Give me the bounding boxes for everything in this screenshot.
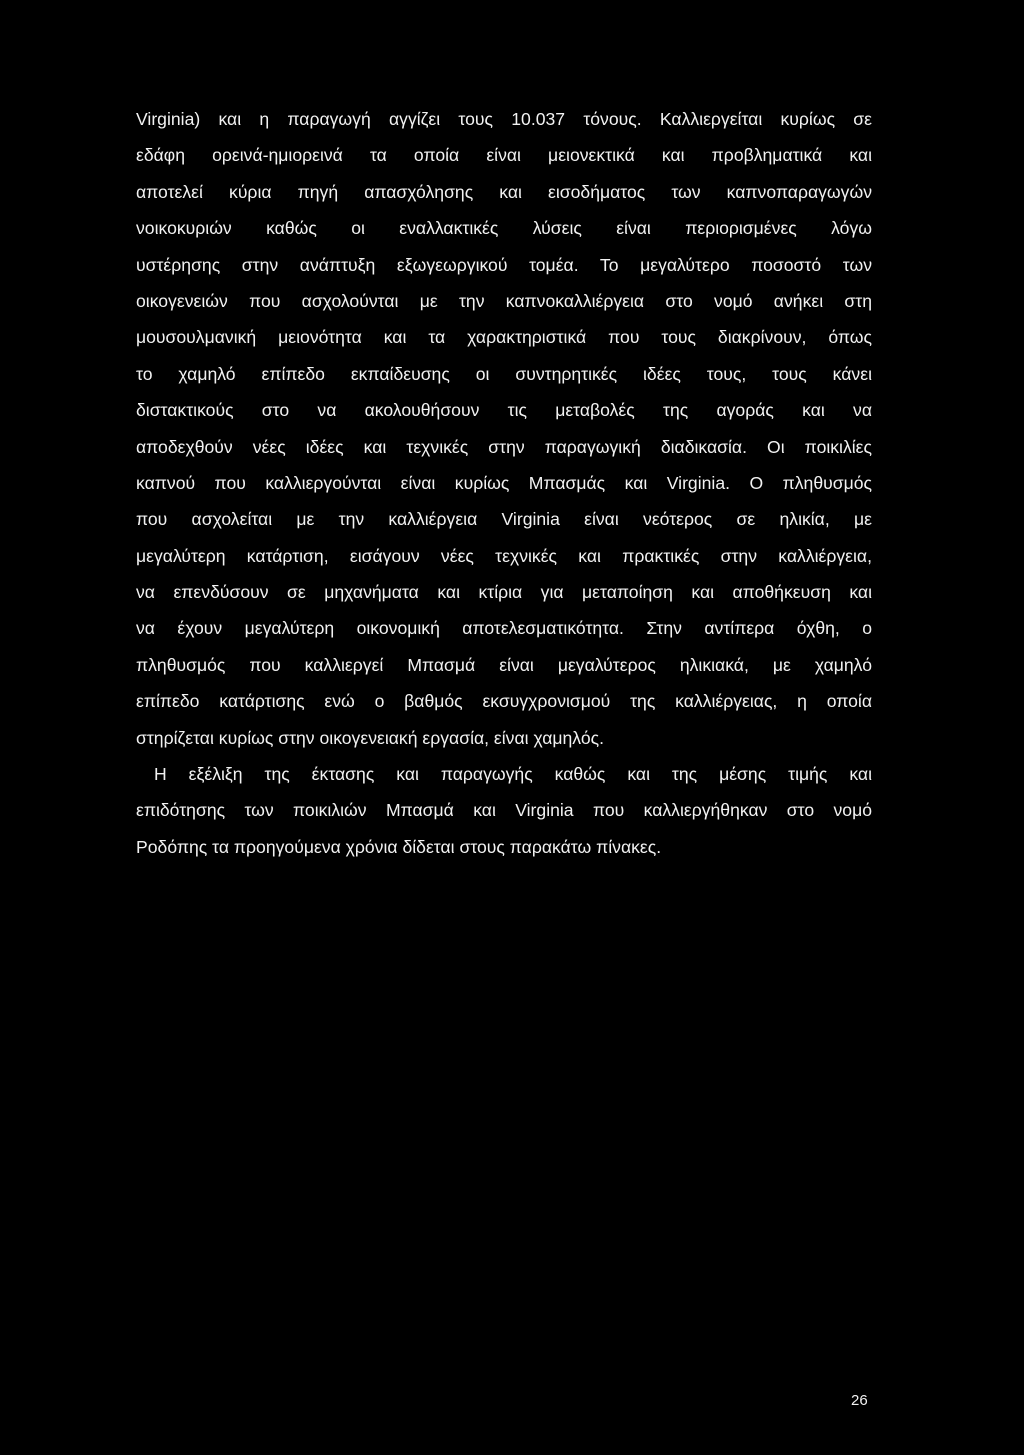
text-line: επιδότησης των ποικιλιών Μπασμά και Virginia που καλλιεργήθηκαν στο νομό [136,800,872,821]
text-line: το χαμηλό επίπεδο εκπαίδευσης οι συντηρητικές ιδέες τους, τους κάνει [136,363,872,384]
text-line: επίπεδο κατάρτισης ενώ ο βαθμός εκσυγχρονισμού της καλλιέργειας, η οποία [136,691,872,712]
body-text [136,101,872,865]
paragraph-1 [136,101,872,756]
text-line: καπνού που καλλιεργούνται είναι κυρίως Μπασμάς και Virginia. Ο πληθυσμός [136,472,872,493]
text-line: να επενδύσουν σε μηχανήματα και κτίρια για μεταποίηση και αποθήκευση και [136,582,872,603]
text-line: να έχουν μεγαλύτερη οικονομική αποτελεσματικότητα. Στην αντίπερα όχθη, ο [136,618,872,639]
paragraph-2 [136,756,872,865]
text-line: που ασχολείται με την καλλιέργεια Virginia είναι νεότερος σε ηλικία, με [136,509,872,530]
text-line: υστέρησης στην ανάπτυξη εξωγεωργικού τομέα. Το μεγαλύτερο ποσοστό των [136,254,872,275]
text-line: στηρίζεται κυρίως στην οικογενειακή εργασία, είναι χαμηλός. [136,727,604,748]
text-line: Ροδόπης τα προηγούμενα χρόνια δίδεται στους παρακάτω πίνακες. [136,836,662,857]
text-line: διστακτικούς στο να ακολουθήσουν τις μεταβολές της αγοράς και να [136,400,872,421]
text-line: μουσουλμανική μειονότητα και τα χαρακτηριστικά που τους διακρίνουν, όπως [136,327,872,348]
text-line: αποδεχθούν νέες ιδέες και τεχνικές στην παραγωγική διαδικασία. Οι ποικιλίες [136,436,872,457]
text-line: Virginia) και η παραγωγή αγγίζει τους 10.037 τόνους. Καλλιεργείται κυρίως σε [136,109,872,129]
text-line: νοικοκυριών καθώς οι εναλλακτικές λύσεις είναι περιορισμένες λόγω [136,218,872,239]
text-line: Η εξέλιξη της έκτασης και παραγωγής καθώς και της μέσης τιμής και [154,764,872,785]
text-line: αποτελεί κύρια πηγή απασχόλησης και εισοδήματος των καπνοπαραγωγών [136,181,872,202]
text-line: μεγαλύτερη κατάρτιση, εισάγουν νέες τεχνικές και πρακτικές στην καλλιέργεια, [136,545,872,566]
text-line: πληθυσμός που καλλιεργεί Μπασμά είναι μεγαλύτερος ηλικιακά, με χαμηλό [136,654,872,675]
page-number: 26 [851,1392,868,1409]
text-line: εδάφη ορεινά-ημιορεινά τα οποία είναι μειονεκτικά και προβληματικά και [136,145,872,166]
text-line: οικογενειών που ασχολούνται με την καπνοκαλλιέργεια στο νομό ανήκει στη [136,290,872,311]
